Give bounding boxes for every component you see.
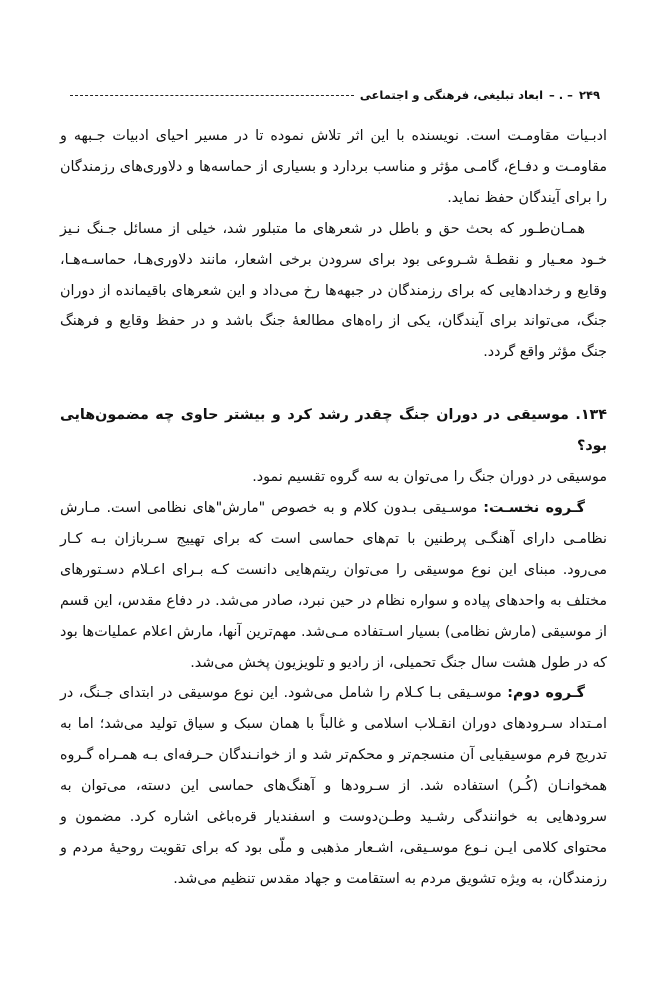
running-header bbox=[70, 84, 600, 106]
group-two-paragraph bbox=[60, 678, 607, 894]
header-separator: – . – bbox=[549, 88, 573, 102]
question-heading: ۱۳۴. موسیقی در دوران جنگ چقدر رشد کرد و بیشتر حاوی چه مضمون‌هایی بود؟ bbox=[60, 407, 607, 455]
body-text bbox=[60, 121, 607, 895]
header-dashed-rule bbox=[70, 95, 354, 96]
paragraph: ادبـیات مقاومـت است. نویسنده با این اثر تلاش نموده تا در مسیر احیای ادبیات جـبهه و مقاومـت و دفـاع، گامـی مؤثر و مناسب بردارد و بسیاری از حماسه‌ها و دلاوری‌های رزمندگان را برای آیندگان حفظ نماید. bbox=[60, 128, 607, 206]
group-one-lead: گـروه نخسـت: bbox=[483, 499, 585, 516]
group-two-text: موسـیقی بـا کـلام را شامل می‌شود. این نوع موسیقی در ابتدای جـنگ، در امـتداد سـرودهای دوران انقـلاب اسلامی و غالباً با همان سبک و سیاق تولید می‌شد؛ اما به تدریج فرم موسیقیایی آن منسجم‌تر و محکم‌تر شد و از خوانـندگان حـرفه‌ای بـه همـراه گـروه همخوانـان (کُـر) استفاده شد. از سـرودها و آهنگ‌های حماسی این دسته، می‌توان به سرودهایی به خوانندگی رشـید وطـن‌دوست و اسفندیار قره‌باغی اشاره کرد. مضمون و محتوای کلامی ایـن نـوع موسـیقی، اشـعار مذهبی و ملّی بود که برای تقویت روحیۀ مردم و رزمندگان، به ویژه تشویق مردم به استقامت و جهاد مقدس تنظیم می‌شد. bbox=[60, 685, 607, 887]
group-two-lead: گـروه دوم: bbox=[507, 685, 585, 702]
group-one-text: موسـیقی بـدون کلام و به خصوص "مارش"های نظامی است. مـارش نظامـی دارای آهنگـی پرطنین با تم‌های حماسی است که برای تهییج سـربازان بـه کـار می‌رود. مبنای این نوع موسیقی را می‌توان ریتم‌هایی دانست کـه بـرای اعـلام دسـتورهای مختلف به واحدهای پیاده و سواره نظام در حین نبرد، صادر می‌شد. در دفاع مقدس، این قسم از موسیقی (مارش نظامی) بسیار اسـتفاده مـی‌شد. مهم‌ترین آنها، مارش اعلام عملیات‌ها بود که در طول هشت سال جنگ تحمیلی، از رادیو و تلویزیون پخش می‌شد. bbox=[60, 499, 607, 671]
group-one-paragraph bbox=[60, 493, 607, 678]
question-intro: موسیقی در دوران جنگ را می‌توان به سه گروه تقسیم نمود. bbox=[252, 469, 607, 486]
paragraph: همـان‌طـور که بحث حق و باطل در شعرهای ما متبلور شد، خیلی از مسائل جـنگ نـیز خـود معـیار و نقطـۀ شـروعی بود برای سرودن برخی اشعار، مانند دلاوری‌هـا، حماسـه‌هـا، وقایع و رخدادهایی که برای رزمندگان در جبهه‌ها رخ می‌داد و این شعرهای باقیمانده از دوران جنگ، می‌تواند برای آیندگان، یکی از راه‌های مطالعۀ جنگ باشد و در حفظ وقایع و فرهنگ جنگ مؤثر واقع گردد. bbox=[60, 220, 607, 361]
running-title: ابعاد تبلیغی، فرهنگی و اجتماعی bbox=[359, 88, 544, 102]
page-number: ۲۴۹ bbox=[578, 88, 600, 102]
